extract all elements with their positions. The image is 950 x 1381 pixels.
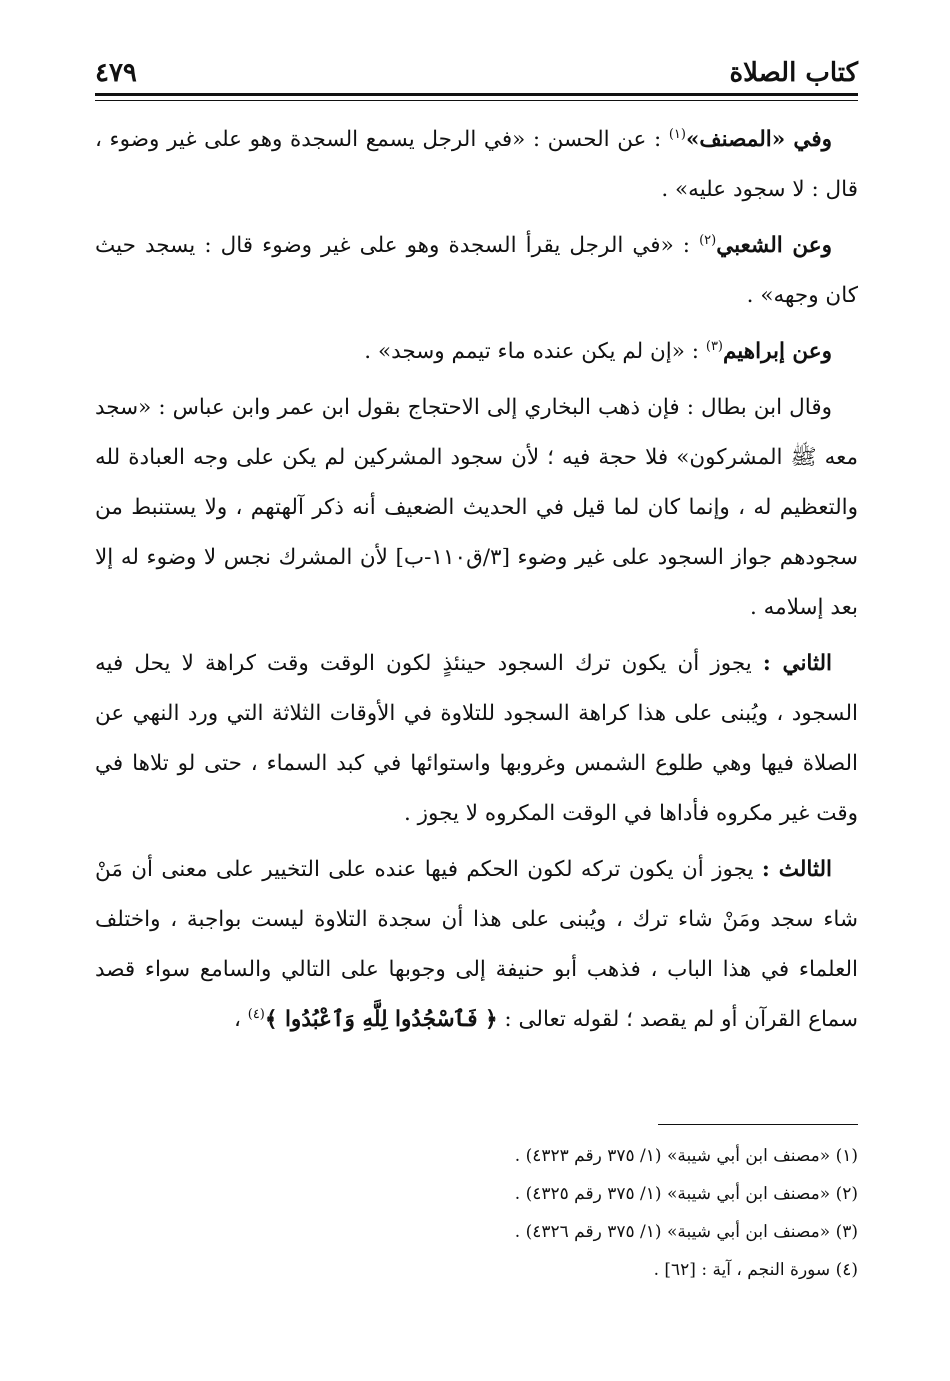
footnote-ref: (٤) bbox=[247, 1006, 265, 1022]
footnote-ref: (٣) bbox=[705, 338, 723, 354]
running-title: كتاب الصلاة bbox=[729, 58, 858, 88]
footnote-ref: (٢) bbox=[699, 232, 717, 248]
paragraph bbox=[95, 221, 858, 321]
footnote: (١) «مصنف ابن أبي شيبة» (١/ ٣٧٥ رقم ٤٣٢٣) . bbox=[514, 1146, 858, 1166]
paragraph-lead: وعن إبراهيم bbox=[723, 339, 832, 364]
footnotes bbox=[95, 1137, 858, 1289]
paragraph-text: : عن الحسن : «في الرجل يسمع السجدة وهو على غير وضوء ، قال : لا سجود عليه» . bbox=[95, 127, 858, 202]
footnote-ref: (١) bbox=[668, 126, 686, 142]
paragraph bbox=[95, 639, 858, 839]
header-rule-thin bbox=[95, 100, 858, 101]
paragraph-text: وقال ابن بطال : فإن ذهب البخاري إلى الاحتجاج بقول ابن عمر وابن عباس : «سجد معه ﷺ المشركون» فلا حجة فيه ؛ لأن سجود المشركين لم يكن على وجه العبادة لله والتعظيم له ، وإنما كان لما قيل في الحديث الضعيف أنه ذكر آلهتهم ، ولا يستنبط من سجودهم جواز السجود على غير وضوء [٣/ق١١٠-ب] لأن المشرك نجس لا وضوء له إلا بعد إسلامه . bbox=[95, 395, 858, 620]
paragraph-text: يجوز أن يكون تركه لكون الحكم فيها عنده على التخيير على معنى أن مَنْ شاء سجد ومَنْ شاء ترك ، ويُبنى على هذا أن سجدة التلاوة ليست بواجبة ، واختلف العلماء في هذا الباب ، فذهب أبو حنيفة إلى وجوبها على التالي والسامع سواء قصد سماع القرآن أو لم يقصد ؛ لقوله تعالى : bbox=[95, 857, 858, 1032]
footnote: (٢) «مصنف ابن أبي شيبة» (١/ ٣٧٥ رقم ٤٣٢٥) . bbox=[514, 1184, 858, 1204]
footnote-separator bbox=[658, 1124, 858, 1125]
paragraph-lead: الثالث : bbox=[761, 857, 832, 882]
paragraph-text: : «إن لم يكن عنده ماء تيمم وسجد» . bbox=[364, 339, 706, 364]
paragraph bbox=[95, 383, 858, 633]
page-number: ٤٧٩ bbox=[95, 58, 137, 88]
quran-verse: ﴿ فَٱسْجُدُوا لِلَّهِ وَٱعْبُدُوا ﴾ bbox=[264, 1007, 498, 1032]
footnote: (٤) سورة النجم ، آية : [٦٢] . bbox=[653, 1260, 858, 1280]
main-text bbox=[95, 115, 858, 1051]
paragraph-tail: ، bbox=[233, 1007, 248, 1032]
paragraph-lead: وفي «المصنف» bbox=[685, 127, 832, 152]
footnote: (٣) «مصنف ابن أبي شيبة» (١/ ٣٧٥ رقم ٤٣٢٦) . bbox=[514, 1222, 858, 1242]
paragraph bbox=[95, 115, 858, 215]
paragraph-text: يجوز أن يكون ترك السجود حينئذٍ لكون الوقت وقت كراهة لا يحل فيه السجود ، ويُبنى على هذا كراهة السجود للتلاوة في الأوقات الثلاثة التي ورد النهي عن الصلاة فيها وهي طلوع الشمس وغروبها واستوائها في كبد السماء ، حتى لو تلاها في وقت غير مكروه فأداها في الوقت المكروه لا يجوز . bbox=[95, 651, 858, 826]
paragraph-lead: وعن الشعبي bbox=[716, 233, 832, 258]
header-rule-thick bbox=[95, 93, 858, 96]
paragraph-lead: الثاني : bbox=[762, 651, 832, 676]
paragraph bbox=[95, 327, 858, 377]
paragraph bbox=[95, 845, 858, 1045]
page-header bbox=[95, 52, 858, 88]
paragraph-text: : «في الرجل يقرأ السجدة وهو على غير وضوء قال : يسجد حيث كان وجهه» . bbox=[95, 233, 858, 308]
